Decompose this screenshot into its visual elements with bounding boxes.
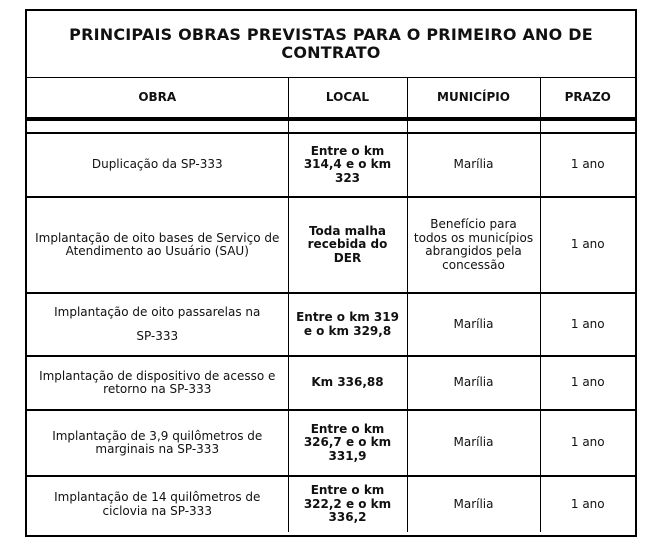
cell-obra-line: SP-333 (136, 328, 179, 343)
cell-obra: Implantação de oito bases de Serviço de Atendimento ao Usuário (SAU) (27, 197, 288, 293)
cell-prazo: 1 ano (540, 356, 635, 410)
cell-municipio: Marília (407, 133, 540, 197)
cell-obra: Implantação de 3,9 quilômetros de marginais na SP-333 (27, 410, 288, 476)
table-row (27, 197, 635, 293)
line-gap (33, 320, 282, 330)
cell-municipio: Benefício para todos os municípios abrangidos pela concessão (407, 197, 540, 293)
cell-obra: Implantação de dispositivo de acesso e retorno na SP-333 (27, 356, 288, 410)
table-row (27, 476, 635, 532)
cell-municipio: Marília (407, 410, 540, 476)
table-title: PRINCIPAIS OBRAS PREVISTAS PARA O PRIMEIRO ANO DE CONTRATO (27, 11, 635, 78)
cell-prazo: 1 ano (540, 133, 635, 197)
spacer-cell (540, 119, 635, 133)
table-row (27, 410, 635, 476)
works-table (27, 78, 635, 532)
cell-local: Toda malha recebida do DER (288, 197, 407, 293)
cell-obra (27, 293, 288, 356)
cell-local: Entre o km 326,7 e o km 331,9 (288, 410, 407, 476)
cell-obra-line: Implantação de oito passarelas na (54, 305, 261, 319)
column-header-local: LOCAL (288, 78, 407, 119)
table-row (27, 293, 635, 356)
header-row (27, 78, 635, 119)
cell-local: Entre o km 322,2 e o km 336,2 (288, 476, 407, 532)
table-row (27, 356, 635, 410)
cell-prazo: 1 ano (540, 476, 635, 532)
cell-prazo: 1 ano (540, 410, 635, 476)
cell-local: Entre o km 319 e o km 329,8 (288, 293, 407, 356)
cell-local: Entre o km 314,4 e o km 323 (288, 133, 407, 197)
cell-municipio: Marília (407, 476, 540, 532)
spacer-cell (407, 119, 540, 133)
cell-prazo: 1 ano (540, 293, 635, 356)
column-header-obra: OBRA (27, 78, 288, 119)
cell-municipio: Marília (407, 356, 540, 410)
column-header-municipio: MUNICÍPIO (407, 78, 540, 119)
cell-local: Km 336,88 (288, 356, 407, 410)
spacer-cell (27, 119, 288, 133)
spacer-row (27, 119, 635, 133)
cell-municipio: Marília (407, 293, 540, 356)
column-header-prazo: PRAZO (540, 78, 635, 119)
cell-obra: Duplicação da SP-333 (27, 133, 288, 197)
cell-obra: Implantação de 14 quilômetros de ciclovia na SP-333 (54, 490, 261, 518)
spacer-cell (288, 119, 407, 133)
cell-prazo: 1 ano (540, 197, 635, 293)
table-row (27, 133, 635, 197)
works-table-frame (25, 9, 637, 537)
